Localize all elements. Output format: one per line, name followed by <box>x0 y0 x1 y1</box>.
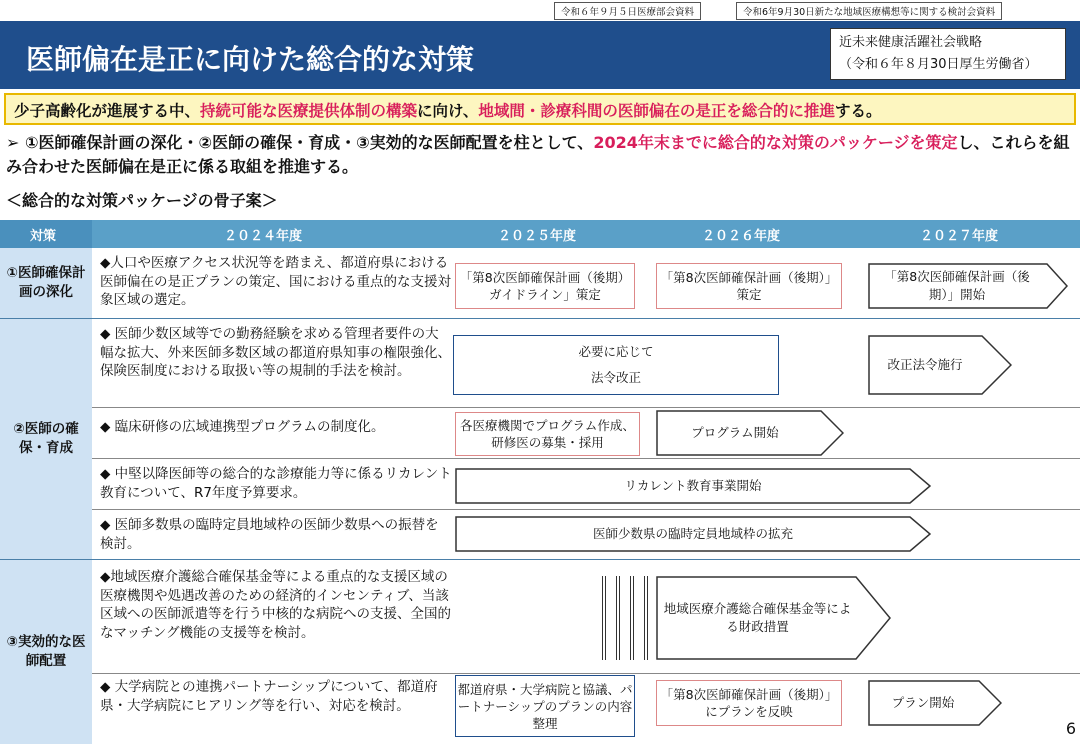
row-5-quota-arrow <box>455 516 931 552</box>
header-cell-measures <box>0 220 92 248</box>
row-1-description: ◆人口や医療アクセス状況等を踏まえ、都道府県における医師偏在の是正プランの策定、国における重点的な支援対象区域の選定。 <box>100 255 451 308</box>
title-bar <box>0 21 1080 89</box>
measures-table <box>0 220 1080 744</box>
row-4-description: ◆ 中堅以降医師等の総合的な診療能力等に係るリカレント教育について、R7年度予算要求。 <box>100 466 452 501</box>
header-row-years <box>92 220 1080 248</box>
strategy-line-1: 近未来健康活躍社会戦略 <box>839 35 983 50</box>
summary-part-5: する。 <box>834 102 882 120</box>
bullet-part-3: し、これらを組み合わせた医師偏在是正に係る取組を推進する。 <box>6 133 1070 176</box>
header-year-2024: ２０２４年度 <box>224 229 303 244</box>
row-5-arrow-label: 医師少数県の臨時定員地域枠の拡充 <box>592 526 793 541</box>
category-divider <box>0 559 1080 560</box>
category-2: ②医師の確保・育成 <box>0 319 92 559</box>
header-year-2025: ２０２５年度 <box>498 229 577 244</box>
row-2-description: ◆ 医師少数区域等での勤務経験を求める管理者要件の大幅な拡大、外来医師多数区域の都道府県知事の権限強化、保険医制度における取扱い等の規制的手法を検討。 <box>100 326 451 379</box>
bullet-part-1: ➢ ①医師確保計画の深化・②医師の確保・育成・③実効的な医師配置を柱として、 <box>6 133 594 152</box>
header-year-2026: ２０２６年度 <box>702 229 781 244</box>
bar-mark <box>644 576 648 660</box>
page-title: 医師偏在是正に向けた総合的な対策 <box>26 43 475 76</box>
row-4-arrow-label: リカレント教育事業開始 <box>624 478 762 493</box>
row-7-plan-reflect-box: 「第8次医師確保計画（後期）」にプランを反映 <box>656 680 842 726</box>
row-1-arrow-label: 「第8次医師確保計画（後期）」開始 <box>884 269 1030 302</box>
summary-part-3: に向け、 <box>417 102 479 120</box>
package-title: ＜総合的な対策パッケージの骨子案＞ <box>6 191 278 210</box>
row-2-law-line-2: 法令改正 <box>590 370 641 385</box>
reference-label-2: 令和6年9月30日新たな地域医療構想等に関する検討会資料 <box>736 2 1002 20</box>
header-label-measures: 対策 <box>30 229 57 244</box>
row-7-description: ◆ 大学病院との連携パートナーシップについて、都道府県・大学病院にヒアリング等を行い、対応を検討。 <box>100 679 438 714</box>
reference-label-1: 令和６年９月５日医療部会資料 <box>554 2 701 20</box>
row-2-enforcement-arrow <box>868 335 1012 395</box>
bar-mark <box>602 576 606 660</box>
row-6-fund-arrow <box>656 576 891 660</box>
row-1-plan-box: 「第8次医師確保計画（後期）」策定 <box>656 263 842 309</box>
row-5-description: ◆ 医師多数県の臨時定員地域枠の医師少数県への振替を検討。 <box>100 517 439 552</box>
category-3: ③実効的な医師配置 <box>0 560 92 744</box>
row-6-arrow-label: 地域医療介護総合確保基金等による財政措置 <box>663 601 852 634</box>
row-divider <box>92 673 1080 674</box>
row-2-arrow-label: 改正法令施行 <box>887 357 963 372</box>
row-7-plan-start-arrow <box>868 680 1002 726</box>
bar-mark <box>630 576 634 660</box>
category-divider <box>0 318 1080 319</box>
row-divider <box>92 407 1080 408</box>
row-7-arrow-label: プラン開始 <box>891 695 955 710</box>
summary-part-2: 持続可能な医療提供体制の構築 <box>200 102 418 120</box>
row-3-arrow-label: プログラム開始 <box>691 425 779 440</box>
row-6-description: ◆地域医療介護総合確保基金等による重点的な支援区域の医療機関や処遇改善のための経済的インセンティブ、当該区域への医師派遣等を行う中核的な病院への支援、全国的なマッチング機能の支援等を検討。 <box>100 569 451 641</box>
row-1-guideline-box: 「第8次医師確保計画（後期）ガイドライン」策定 <box>455 263 635 309</box>
header-year-2027: ２０２７年度 <box>920 229 999 244</box>
row-7-consultation-box: 都道府県・大学病院と協議、パートナーシップのプランの内容整理 <box>455 675 635 737</box>
row-divider <box>92 458 1080 459</box>
summary-part-1: 少子高齢化が進展する中、 <box>14 102 201 120</box>
row-1-start-arrow <box>868 263 1068 309</box>
strategy-box <box>830 28 1066 80</box>
bar-mark <box>616 576 620 660</box>
main-bullet <box>6 131 1074 179</box>
row-3-description: ◆ 臨床研修の広域連携型プログラムの制度化。 <box>100 419 385 435</box>
row-4-recurrent-arrow <box>455 468 931 504</box>
summary-banner <box>4 93 1076 125</box>
category-1: ①医師確保計画の深化 <box>0 248 92 318</box>
row-2-law-line-1: 必要に応じて <box>578 344 654 359</box>
row-3-program-box: 各医療機関でプログラム作成、研修医の募集・採用 <box>455 412 640 456</box>
strategy-line-2: （令和６年８月30日厚生労働省） <box>839 57 1038 72</box>
row-divider <box>92 509 1080 510</box>
summary-part-4: 地域間・診療科間の医師偏在の是正を総合的に推進 <box>478 102 835 120</box>
row-3-program-arrow <box>656 410 844 456</box>
page-number: 6 <box>1065 719 1076 738</box>
bullet-part-2: 2024年末までに総合的な対策のパッケージを策定 <box>593 133 958 152</box>
row-2-law-box <box>453 335 779 395</box>
